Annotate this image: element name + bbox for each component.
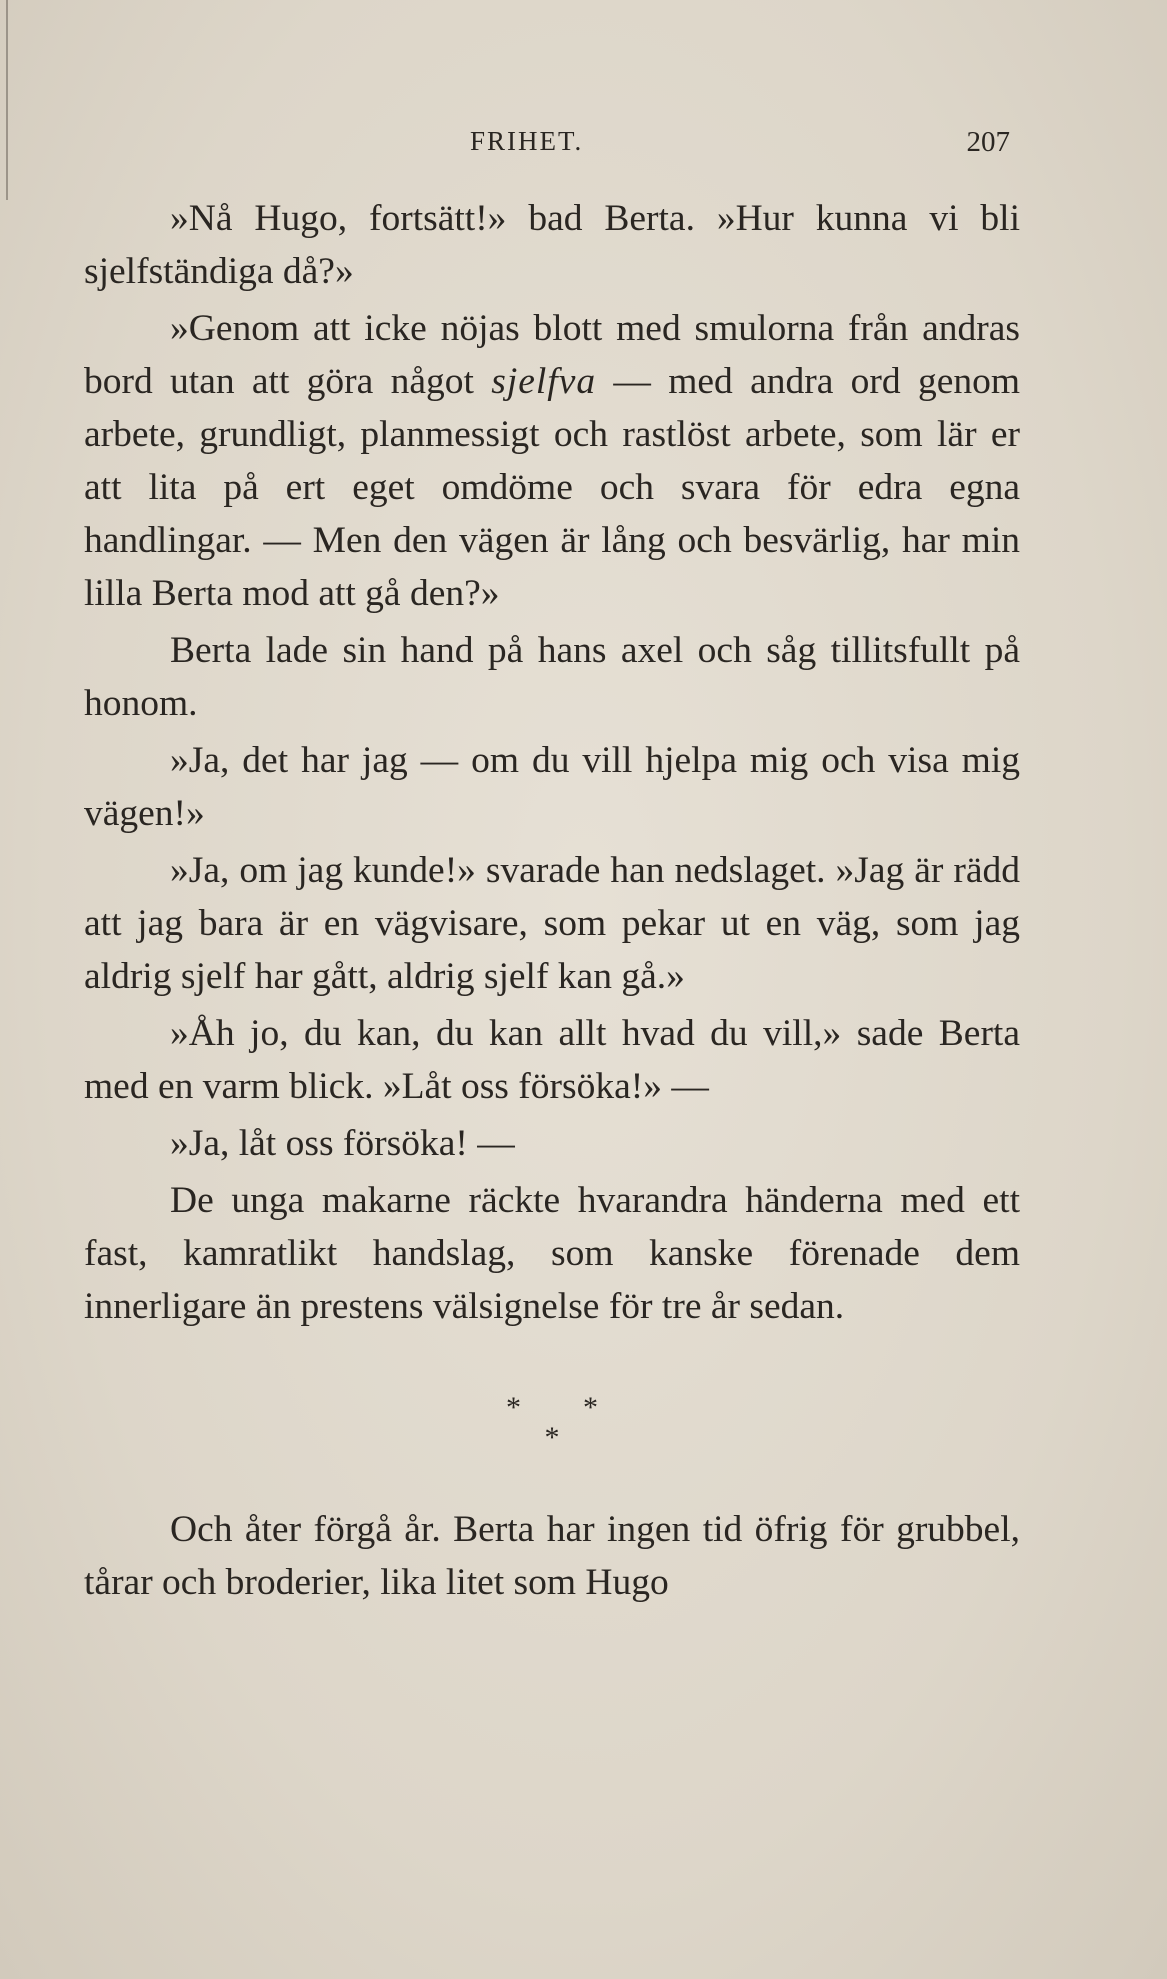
separator-asterisk-left: * (506, 1391, 521, 1424)
paragraph-8 (84, 1174, 1020, 1333)
paragraph-8-text: De unga makarne räckte hvarandra händerna med ett fast, kamratlikt handslag, som kanske förenade dem innerligare än prestens välsignelse för tre år sedan. (84, 1180, 1020, 1327)
running-title: FRIHET. (470, 126, 584, 156)
paragraph-1-text: »Nå Hugo, fortsätt!» bad Berta. »Hur kunna vi bli sjelfständiga då?» (84, 198, 1020, 292)
paragraph-3 (84, 624, 1020, 730)
paragraph-2-emphasis: sjelfva (491, 361, 597, 402)
paragraph-5-text: »Ja, om jag kunde!» svarade han nedslaget. »Jag är rädd att jag bara är en vägvisare, som pekar ut en väg, som jag aldrig sjelf har gått, aldrig sjelf kan gå.» (84, 850, 1020, 997)
separator-asterisk-right: * (583, 1391, 598, 1424)
paragraph-2-text-b: — med andra ord genom arbete, grundligt, planmessigt och rastlöst arbete, som lär er att lita på ert eget omdöme och svara för edra egna handlingar. — Men den vägen är lång och besvärlig, har min lilla Berta mod att gå den?» (84, 361, 1021, 614)
paragraph-3-text: Berta lade sin hand på hans axel och såg tillitsfullt på honom. (84, 630, 1020, 724)
paragraph-6 (84, 1007, 1020, 1113)
page-edge-line (6, 0, 8, 200)
paragraph-4 (84, 734, 1020, 840)
separator-asterisk-bottom: * (544, 1421, 560, 1454)
paragraph-2 (84, 302, 1020, 620)
paragraph-9-text: Och åter förgå år. Berta har ingen tid öfrig för grubbel, tårar och broderier, lika litet som Hugo (84, 1509, 1020, 1603)
paragraph-9 (84, 1503, 1020, 1609)
page-header (470, 126, 1010, 166)
paragraph-7 (84, 1117, 1020, 1170)
paragraph-5 (84, 844, 1020, 1003)
body-text (84, 192, 1020, 1609)
paragraph-4-text: »Ja, det har jag — om du vill hjelpa mig och visa mig vägen!» (84, 740, 1020, 834)
paragraph-6-text: »Åh jo, du kan, du kan allt hvad du vill,» sade Berta med en varm blick. »Låt oss försöka!» — (84, 1013, 1020, 1107)
section-separator (462, 1393, 642, 1463)
paragraph-2-text-a: »Genom att icke nöjas blott med smulorna från andras bord utan att göra något (84, 308, 1020, 402)
paragraph-1 (84, 192, 1020, 298)
page-number: 207 (966, 126, 1010, 158)
paragraph-7-text: »Ja, låt oss försöka! — (170, 1123, 515, 1164)
